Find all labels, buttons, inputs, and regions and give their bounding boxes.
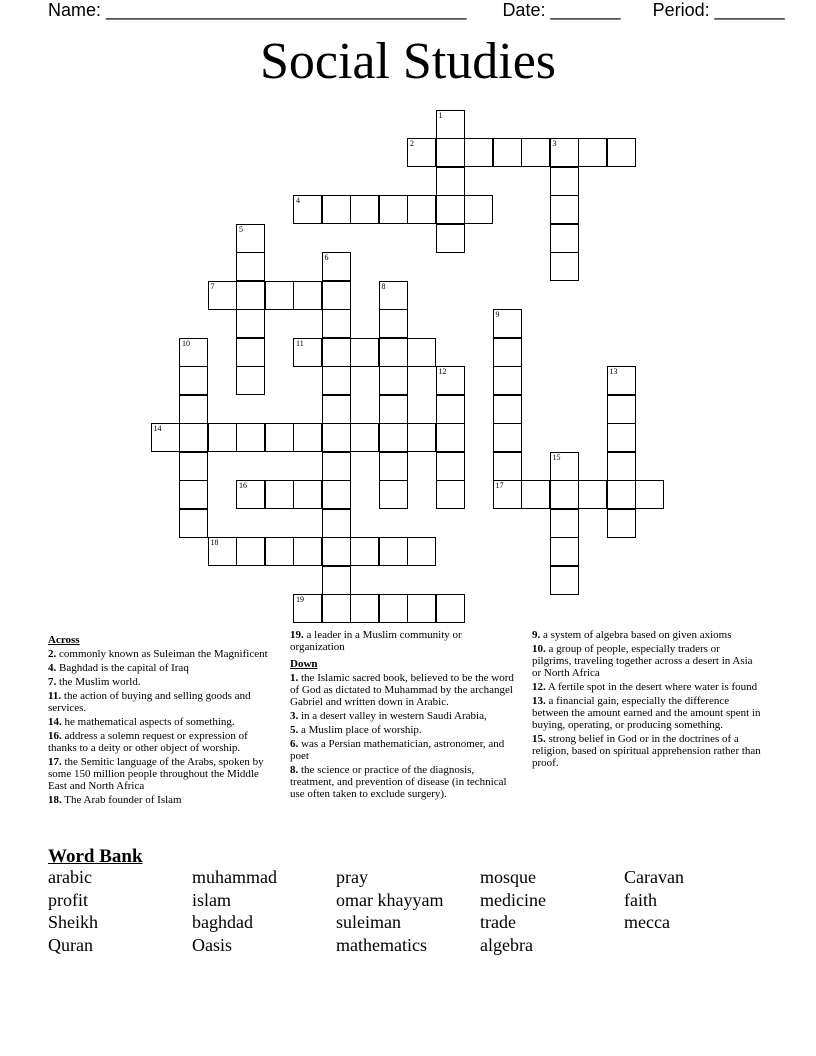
crossword-cell[interactable] bbox=[493, 309, 522, 338]
clue-number: 18 bbox=[210, 538, 219, 547]
crossword-cell[interactable] bbox=[322, 309, 351, 338]
crossword-cell[interactable] bbox=[322, 566, 351, 595]
word-bank-item: Quran bbox=[48, 934, 93, 955]
clue-number: 14. bbox=[48, 716, 62, 728]
down-heading: Down bbox=[290, 658, 318, 670]
crossword-cell[interactable] bbox=[151, 423, 180, 452]
word-bank-item: muhammad bbox=[192, 867, 277, 887]
word-bank-item: Sheikh bbox=[48, 912, 99, 932]
crossword-cell[interactable] bbox=[436, 167, 465, 196]
clue-item bbox=[290, 738, 516, 762]
crossword-cell[interactable] bbox=[607, 452, 636, 481]
crossword-cell[interactable] bbox=[493, 480, 522, 509]
crossword-cell[interactable] bbox=[379, 195, 408, 224]
crossword-cell[interactable] bbox=[607, 138, 636, 167]
crossword-cell[interactable] bbox=[293, 594, 322, 623]
clue-number: 17. bbox=[48, 756, 62, 768]
clue-item bbox=[290, 629, 516, 653]
crossword-cell[interactable] bbox=[436, 452, 465, 481]
clue-item bbox=[290, 764, 516, 800]
clue-text: commonly known as Suleiman the Magnificent bbox=[56, 648, 268, 660]
crossword-cell[interactable] bbox=[436, 395, 465, 424]
word-bank-item: omar khayyam bbox=[336, 889, 444, 910]
clue-number: 16. bbox=[48, 730, 62, 742]
crossword-cell[interactable] bbox=[350, 423, 379, 452]
clue-item bbox=[532, 695, 762, 731]
clue-item bbox=[48, 648, 274, 660]
clue-text: Baghdad is the capital of Iraq bbox=[56, 662, 189, 674]
crossword-cell[interactable] bbox=[407, 423, 436, 452]
crossword-cell[interactable] bbox=[407, 537, 436, 566]
crossword-cell[interactable] bbox=[236, 224, 265, 253]
clues-column-2 bbox=[290, 629, 516, 802]
crossword-cell[interactable] bbox=[464, 195, 493, 224]
clue-number: 15. bbox=[532, 733, 546, 745]
crossword-cell[interactable] bbox=[322, 195, 351, 224]
word-bank-item: Caravan bbox=[624, 867, 684, 887]
crossword-cell[interactable] bbox=[208, 423, 237, 452]
crossword-cell[interactable] bbox=[464, 138, 493, 167]
crossword-cell[interactable] bbox=[607, 395, 636, 424]
crossword-cell[interactable] bbox=[350, 537, 379, 566]
crossword-cell[interactable] bbox=[379, 594, 408, 623]
clue-number: 4. bbox=[48, 662, 57, 674]
crossword-cell[interactable] bbox=[607, 366, 636, 395]
crossword-cell[interactable] bbox=[265, 537, 294, 566]
crossword-cell[interactable] bbox=[322, 480, 351, 509]
crossword-cell[interactable] bbox=[322, 423, 351, 452]
crossword-cell[interactable] bbox=[322, 281, 351, 310]
clue-number: 12. bbox=[532, 681, 546, 693]
clue-item bbox=[48, 730, 274, 754]
clue-text: was a Persian mathematician, astronomer, and poet bbox=[290, 738, 505, 762]
crossword-cell[interactable] bbox=[407, 195, 436, 224]
crossword-cell[interactable] bbox=[293, 338, 322, 367]
clue-text: a leader in a Muslim community or organization bbox=[290, 629, 462, 653]
crossword-cell[interactable] bbox=[379, 452, 408, 481]
crossword-cell[interactable] bbox=[607, 480, 636, 509]
crossword-cell[interactable] bbox=[322, 452, 351, 481]
clue-text: in a desert valley in western Saudi Arabia, bbox=[298, 710, 487, 722]
word-bank-item: mathematics bbox=[336, 934, 427, 955]
crossword-cell[interactable] bbox=[578, 138, 607, 167]
crossword-cell[interactable] bbox=[379, 423, 408, 452]
crossword-cell[interactable] bbox=[236, 252, 265, 281]
crossword-cell[interactable] bbox=[550, 537, 579, 566]
page-title: Social Studies bbox=[259, 33, 557, 90]
crossword-cell[interactable] bbox=[550, 566, 579, 595]
crossword-cell[interactable] bbox=[236, 281, 265, 310]
clues-column-3 bbox=[532, 629, 762, 771]
crossword-cell[interactable] bbox=[436, 195, 465, 224]
word-bank-item: islam bbox=[192, 889, 231, 910]
across-heading: Across bbox=[48, 634, 80, 646]
crossword-cell[interactable] bbox=[550, 138, 579, 167]
crossword-cell[interactable] bbox=[493, 452, 522, 481]
crossword-cell[interactable] bbox=[550, 195, 579, 224]
clue-number: 19 bbox=[296, 595, 304, 604]
clue-text: a financial gain, especially the difference between the amount earned and the amount spent in buying, operating, or producing something. bbox=[532, 695, 761, 731]
clue-number: 15 bbox=[552, 452, 561, 462]
crossword-cell[interactable] bbox=[493, 338, 522, 367]
crossword-cell[interactable] bbox=[236, 309, 265, 338]
clue-number: 4 bbox=[296, 196, 300, 205]
clue-item bbox=[48, 690, 274, 714]
clue-number: 2. bbox=[48, 648, 57, 660]
crossword-cell[interactable] bbox=[208, 281, 237, 310]
crossword-cell[interactable] bbox=[379, 395, 408, 424]
crossword-cell[interactable] bbox=[293, 281, 322, 310]
clue-item bbox=[532, 643, 762, 679]
clue-text: a group of people, especially traders or pilgrims, traveling together across a desert in Asia or North Africa bbox=[532, 643, 753, 679]
crossword-cell[interactable] bbox=[607, 509, 636, 538]
crossword-cell[interactable] bbox=[179, 452, 208, 481]
clue-number: 8 bbox=[381, 281, 386, 291]
crossword-cell[interactable] bbox=[521, 480, 550, 509]
crossword-cell[interactable] bbox=[436, 423, 465, 452]
clue-item bbox=[48, 794, 274, 806]
crossword-cell[interactable] bbox=[350, 338, 379, 367]
crossword-cell[interactable] bbox=[407, 338, 436, 367]
crossword-cell[interactable] bbox=[293, 480, 322, 509]
clue-text: the Semitic language of the Arabs, spoken by some 150 million people throughout the Middle East and North Africa bbox=[48, 756, 264, 792]
crossword-cell[interactable] bbox=[322, 594, 351, 623]
period-field[interactable]: Period: _______ bbox=[652, 0, 785, 20]
clue-number: 7. bbox=[48, 676, 57, 688]
crossword-cell[interactable] bbox=[436, 138, 465, 167]
crossword-cell[interactable] bbox=[293, 423, 322, 452]
clue-number: 7 bbox=[210, 281, 215, 291]
crossword-cell[interactable] bbox=[179, 509, 208, 538]
crossword-cell[interactable] bbox=[293, 195, 322, 224]
word-bank-item: baghdad bbox=[192, 912, 253, 932]
crossword-cell[interactable] bbox=[236, 423, 265, 452]
crossword-cell[interactable] bbox=[436, 480, 465, 509]
crossword-cell[interactable] bbox=[436, 594, 465, 623]
clue-text: the action of buying and selling goods and services. bbox=[48, 690, 251, 714]
clue-text: A fertile spot in the desert where water is found bbox=[545, 681, 758, 693]
crossword-cell[interactable] bbox=[265, 281, 294, 310]
clue-item bbox=[290, 724, 516, 736]
crossword-cell[interactable] bbox=[265, 480, 294, 509]
clue-item bbox=[532, 629, 762, 641]
word-bank-item: trade bbox=[480, 912, 516, 932]
clue-item bbox=[532, 733, 762, 769]
word-bank-title: Word Bank bbox=[48, 846, 143, 867]
word-bank-item: arabic bbox=[48, 867, 92, 887]
crossword-cell[interactable] bbox=[322, 366, 351, 395]
clue-text: he mathematical aspects of something. bbox=[61, 716, 235, 728]
crossword-cell[interactable] bbox=[379, 480, 408, 509]
crossword-cell[interactable] bbox=[550, 480, 579, 509]
clue-text: strong belief in God or in the doctrines of a religion, based on spiritual apprehension rather than proof. bbox=[532, 733, 761, 769]
clue-text: the Muslim world. bbox=[56, 676, 141, 688]
crossword-cell[interactable] bbox=[550, 252, 579, 281]
crossword-cell[interactable] bbox=[322, 252, 351, 281]
crossword-cell[interactable] bbox=[607, 423, 636, 452]
clue-number: 11. bbox=[48, 690, 62, 702]
crossword-cell[interactable] bbox=[379, 338, 408, 367]
crossword-cell[interactable] bbox=[293, 537, 322, 566]
crossword-cell[interactable] bbox=[550, 452, 579, 481]
crossword-cell[interactable] bbox=[350, 594, 379, 623]
clue-item bbox=[48, 676, 274, 688]
header-fields bbox=[48, 0, 785, 21]
clue-number: 8. bbox=[290, 764, 299, 776]
crossword-cell[interactable] bbox=[322, 537, 351, 566]
crossword-cell[interactable] bbox=[407, 138, 436, 167]
word-bank-item: mosque bbox=[480, 867, 536, 887]
clue-number: 13 bbox=[609, 367, 618, 376]
crossword-cell[interactable] bbox=[322, 509, 351, 538]
word-bank-item: mecca bbox=[624, 912, 670, 932]
crossword-cell[interactable] bbox=[550, 509, 579, 538]
crossword-cell[interactable] bbox=[236, 480, 265, 509]
clue-text: a system of algebra based on given axioms bbox=[540, 629, 732, 641]
crossword-cell[interactable] bbox=[436, 366, 465, 395]
clue-text: the science or practice of the diagnosis, treatment, and prevention of disease (in technical use often taken to exclude surgery). bbox=[290, 764, 507, 800]
crossword-cell[interactable] bbox=[179, 338, 208, 367]
crossword-cell[interactable] bbox=[265, 423, 294, 452]
clue-text: a Muslim place of worship. bbox=[298, 724, 422, 736]
word-bank-item: Oasis bbox=[192, 934, 232, 955]
crossword-cell[interactable] bbox=[493, 395, 522, 424]
clue-number: 9 bbox=[495, 310, 500, 319]
crossword-cell[interactable] bbox=[379, 309, 408, 338]
crossword-cell[interactable] bbox=[493, 423, 522, 452]
name-field[interactable]: Name: ____________________________________ bbox=[48, 0, 467, 20]
crossword-cell[interactable] bbox=[379, 366, 408, 395]
clues-column-1 bbox=[48, 629, 274, 808]
clue-item bbox=[48, 662, 274, 674]
clue-number: 6. bbox=[290, 738, 299, 750]
clue-number: 9. bbox=[532, 629, 541, 641]
clue-number: 10 bbox=[182, 338, 190, 348]
clue-number: 19. bbox=[290, 629, 304, 641]
clue-number: 17 bbox=[495, 481, 504, 490]
word-bank-item: pray bbox=[336, 867, 368, 887]
clue-number: 3. bbox=[290, 710, 299, 722]
clue-number: 14 bbox=[153, 424, 162, 433]
date-field[interactable]: Date: _______ bbox=[502, 0, 621, 20]
clue-item bbox=[48, 756, 274, 792]
crossword-cell[interactable] bbox=[179, 480, 208, 509]
crossword-cell[interactable] bbox=[236, 537, 265, 566]
word-bank-item: medicine bbox=[480, 889, 546, 910]
word-bank bbox=[48, 866, 768, 956]
crossword-cell[interactable] bbox=[407, 594, 436, 623]
clue-text: The Arab founder of Islam bbox=[61, 794, 182, 806]
crossword-cell[interactable] bbox=[436, 110, 465, 139]
crossword-cell[interactable] bbox=[550, 167, 579, 196]
clue-number: 6 bbox=[324, 253, 329, 262]
clue-number: 5. bbox=[290, 724, 299, 736]
word-bank-item: faith bbox=[624, 889, 657, 910]
word-bank-item: suleiman bbox=[336, 912, 401, 932]
clue-number: 11 bbox=[296, 338, 304, 348]
crossword-cell[interactable] bbox=[350, 195, 379, 224]
clue-number: 10. bbox=[532, 643, 546, 655]
clue-text: the Islamic sacred book, believed to be the word of God as dictated to Muhammad by the archangel Gabriel and written down in Arabic. bbox=[290, 672, 514, 708]
crossword-cell[interactable] bbox=[493, 138, 522, 167]
word-bank-item: profit bbox=[48, 889, 88, 910]
crossword-cell[interactable] bbox=[550, 224, 579, 253]
clue-item bbox=[290, 710, 516, 722]
crossword-cell[interactable] bbox=[436, 224, 465, 253]
clue-number: 12 bbox=[438, 367, 447, 376]
clue-number: 1 bbox=[438, 110, 443, 120]
crossword-cell[interactable] bbox=[379, 281, 408, 310]
clue-number: 18. bbox=[48, 794, 62, 806]
crossword-cell[interactable] bbox=[578, 480, 607, 509]
crossword-cell[interactable] bbox=[322, 338, 351, 367]
crossword-cell[interactable] bbox=[521, 138, 550, 167]
clue-item bbox=[290, 672, 516, 708]
word-bank-item: algebra bbox=[480, 934, 533, 955]
crossword-cell[interactable] bbox=[236, 366, 265, 395]
clue-number: 1. bbox=[290, 672, 299, 684]
crossword-cell[interactable] bbox=[179, 366, 208, 395]
crossword-cell[interactable] bbox=[179, 423, 208, 452]
crossword-cell[interactable] bbox=[179, 395, 208, 424]
clue-number: 5 bbox=[239, 224, 243, 234]
clue-number: 16 bbox=[239, 481, 247, 490]
crossword-cell[interactable] bbox=[236, 338, 265, 367]
clue-item bbox=[48, 716, 274, 728]
crossword-cell[interactable] bbox=[208, 537, 237, 566]
clue-number: 13. bbox=[532, 695, 546, 707]
crossword-cell[interactable] bbox=[379, 537, 408, 566]
clue-number: 2 bbox=[410, 139, 414, 148]
clue-text: address a solemn request or expression of thanks to a deity or other object of worship. bbox=[48, 730, 248, 754]
crossword-cell[interactable] bbox=[635, 480, 664, 509]
crossword-cell[interactable] bbox=[493, 366, 522, 395]
clue-number: 3 bbox=[552, 139, 557, 148]
clue-item bbox=[532, 681, 762, 693]
crossword-cell[interactable] bbox=[322, 395, 351, 424]
